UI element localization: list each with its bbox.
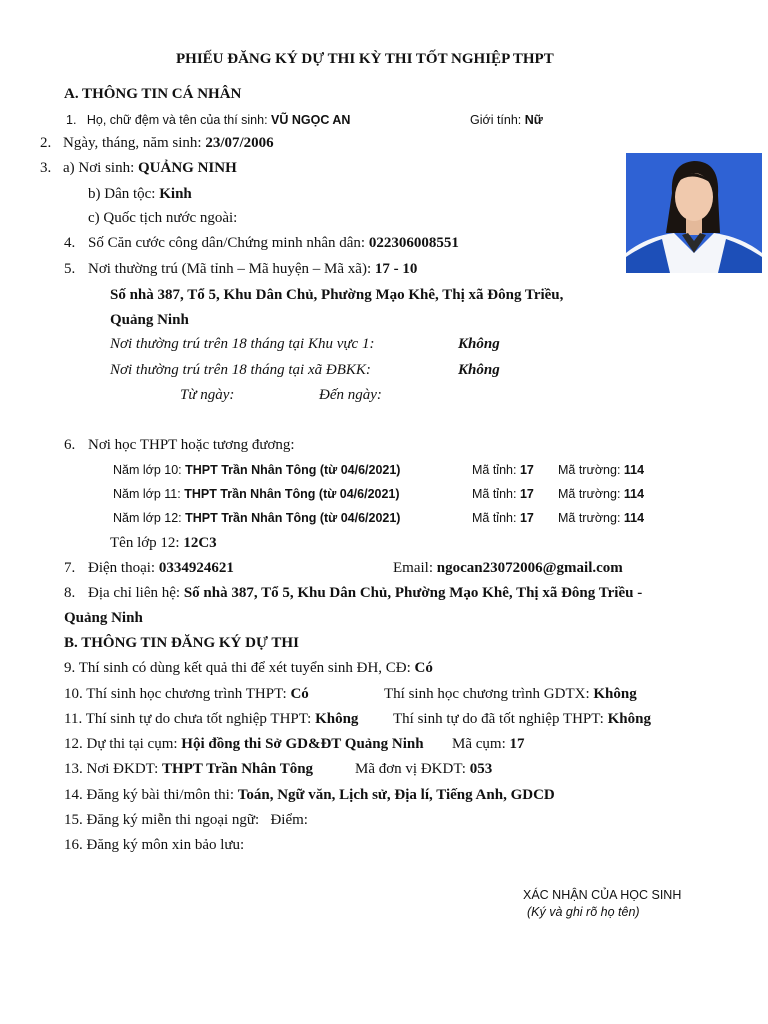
unit-code-label: Mã đơn vị ĐKDT: [355,761,466,777]
gender [470,111,543,129]
reserve-subject-label: Đăng ký môn xin bảo lưu: [86,837,245,853]
item-number: 16. [64,837,83,853]
class-value: 12C3 [183,535,217,551]
confirmation-note: (Ký và ghi rõ họ tên) [527,905,640,919]
score-label: Điểm: [270,812,308,828]
phone [88,559,234,577]
not-graduated-label: Thí sinh tự do chưa tốt nghiệp THPT: [85,711,312,727]
item-16 [64,836,244,854]
province-code-value: 17 [519,511,534,525]
item-1 [66,111,350,129]
dob-label: Ngày, tháng, năm sinh: [63,135,202,151]
school-code-label: Mã trường: [558,463,621,477]
province-code [472,461,534,479]
item-4 [88,234,459,252]
school-code-value: 114 [623,511,645,525]
birthplace [63,159,237,177]
graduated-value: Không [607,711,651,727]
item-10 [64,685,309,703]
form-title: PHIẾU ĐĂNG KÝ DỰ THI KỲ THI TỐT NGHIỆP THPT [176,51,554,67]
kv1-label: Nơi thường trú trên 18 tháng tại Khu vực 1: [110,336,375,352]
gdtx-program-value: Không [593,686,637,702]
item-2 [63,134,274,152]
residence-code: 17 - 10 [374,261,418,277]
item-7-number: 7. [64,560,76,576]
school-code-value: 114 [623,487,645,501]
school-code [558,461,644,479]
item-number: 14. [64,787,83,803]
to-date-label: Đến ngày: [319,387,382,403]
grade-label: Năm lớp 11: [113,487,181,501]
item-number: 9. [64,660,76,676]
id-value: 022306008551 [368,235,459,251]
grade-label: Năm lớp 10: [113,463,182,477]
ethnicity-label: b) Dân tộc: [88,186,156,202]
name-value: VŨ NGỌC AN [271,113,351,127]
item-14 [64,786,555,804]
province-code-label: Mã tỉnh: [472,463,517,477]
id-label: Số Căn cước công dân/Chứng minh nhân dân: [88,235,366,251]
contact-address-value-2: Quảng Ninh [64,610,143,626]
highschool-label: Nơi học THPT hoặc tương đương: [88,437,295,453]
student-photo [626,153,762,273]
item-13 [64,760,313,778]
school-code [558,509,644,527]
phone-value: 0334924621 [158,560,234,576]
registration-place-label: Nơi ĐKDT: [86,761,159,777]
dob-value: 23/07/2006 [205,135,274,151]
item-number: 10. [64,686,83,702]
item-number: 1. [66,113,77,127]
exam-cluster-label: Dự thi tại cụm: [86,736,178,752]
exam-cluster-value: Hội đồng thi Sở GD&ĐT Quảng Ninh [181,736,424,752]
gdtx-program [384,685,637,703]
school-row [113,509,400,527]
contact-address [88,584,642,602]
registration-place-value: THPT Trần Nhân Tông [162,761,314,777]
item-11 [64,710,358,728]
grade-label: Năm lớp 12: [113,511,182,525]
item-8-number: 8. [64,585,76,601]
confirmation-title: XÁC NHẬN CỦA HỌC SINH [523,888,682,902]
province-code [472,509,534,527]
subjects-value: Toán, Ngữ văn, Lịch sử, Địa lí, Tiếng Anh, GDCD [237,787,555,803]
email-value: ngocan23072006@gmail.com [436,560,623,576]
item-3-number: 3. [40,160,52,176]
dbkk-value: Không [458,362,500,378]
ethnicity [88,185,192,203]
item-number: 13. [64,761,83,777]
item-12 [64,735,424,753]
section-a-heading: A. THÔNG TIN CÁ NHÂN [64,86,242,102]
section-b-heading: B. THÔNG TIN ĐĂNG KÝ DỰ THI [64,635,299,651]
cluster-code [452,735,525,753]
item-number: 15. [64,812,83,828]
subjects-label: Đăng ký bài thi/môn thi: [86,787,234,803]
birthplace-value: QUẢNG NINH [138,160,237,176]
email-label: Email: [393,560,433,576]
contact-address-label: Địa chỉ liên hệ: [88,585,181,601]
class-name [110,534,217,552]
item-number: 12. [64,736,83,752]
phone-label: Điện thoại: [88,560,156,576]
province-code-label: Mã tỉnh: [472,511,517,525]
email [393,559,623,577]
graduated-label: Thí sinh tự do đã tốt nghiệp THPT: [393,711,604,727]
gender-value: Nữ [524,113,543,127]
school-code [558,485,644,503]
school-name: THPT Trần Nhân Tông (từ 04/6/2021) [185,463,401,477]
item-5-number: 5. [64,261,76,277]
portrait-image [626,153,762,273]
province-code-value: 17 [519,463,534,477]
school-code-label: Mã trường: [558,487,621,501]
admission-label: Thí sinh có dùng kết quả thi để xét tuyển sinh ĐH, CĐ: [78,660,411,676]
ethnicity-value: Kinh [159,186,192,202]
not-graduated-value: Không [315,711,359,727]
contact-address-value-1: Số nhà 387, Tổ 5, Khu Dân Chủ, Phường Mạo Khê, Thị xã Đông Triều - [183,585,643,601]
cluster-code-label: Mã cụm: [452,736,506,752]
item-4-number: 4. [64,235,76,251]
dbkk-label: Nơi thường trú trên 18 tháng tại xã ĐBKK: [110,362,371,378]
item-number: 11. [64,711,83,727]
thpt-program-label: Thí sinh học chương trình THPT: [86,686,287,702]
residence-address-line-2: Quảng Ninh [110,312,189,328]
residence-label: Nơi thường trú (Mã tỉnh – Mã huyện – Mã xã): [88,261,372,277]
item-6-number: 6. [64,437,76,453]
province-code-value: 17 [519,487,534,501]
residence-address-line-1: Số nhà 387, Tổ 5, Khu Dân Chủ, Phường Mạo Khê, Thị xã Đông Triều, [110,287,564,303]
unit-code [355,760,492,778]
unit-code-value: 053 [469,761,493,777]
thpt-program-value: Có [290,686,309,702]
school-row [113,485,400,503]
province-code [472,485,534,503]
nationality-label: c) Quốc tịch nước ngoài: [88,210,238,226]
school-name: THPT Trần Nhân Tông (từ 04/6/2021) [185,511,401,525]
gender-label: Giới tính: [470,113,522,127]
item-2-number: 2. [40,135,52,151]
language-exemption-label: Đăng ký miễn thi ngoại ngữ: [86,812,260,828]
item-9 [64,659,433,677]
item-5 [88,260,417,278]
province-code-label: Mã tỉnh: [472,487,517,501]
gdtx-program-label: Thí sinh học chương trình GDTX: [384,686,590,702]
kv1-value: Không [458,336,500,352]
school-name: THPT Trần Nhân Tông (từ 04/6/2021) [184,487,400,501]
admission-value: Có [414,660,433,676]
from-date-label: Từ ngày: [180,387,235,403]
cluster-code-value: 17 [509,736,525,752]
school-row [113,461,400,479]
class-label: Tên lớp 12: [110,535,180,551]
school-code-value: 114 [623,463,645,477]
name-label: Họ, chữ đệm và tên của thí sinh: [86,113,268,127]
item-15 [64,811,308,829]
school-code-label: Mã trường: [558,511,621,525]
graduated [393,710,651,728]
birthplace-label: a) Nơi sinh: [63,160,135,176]
